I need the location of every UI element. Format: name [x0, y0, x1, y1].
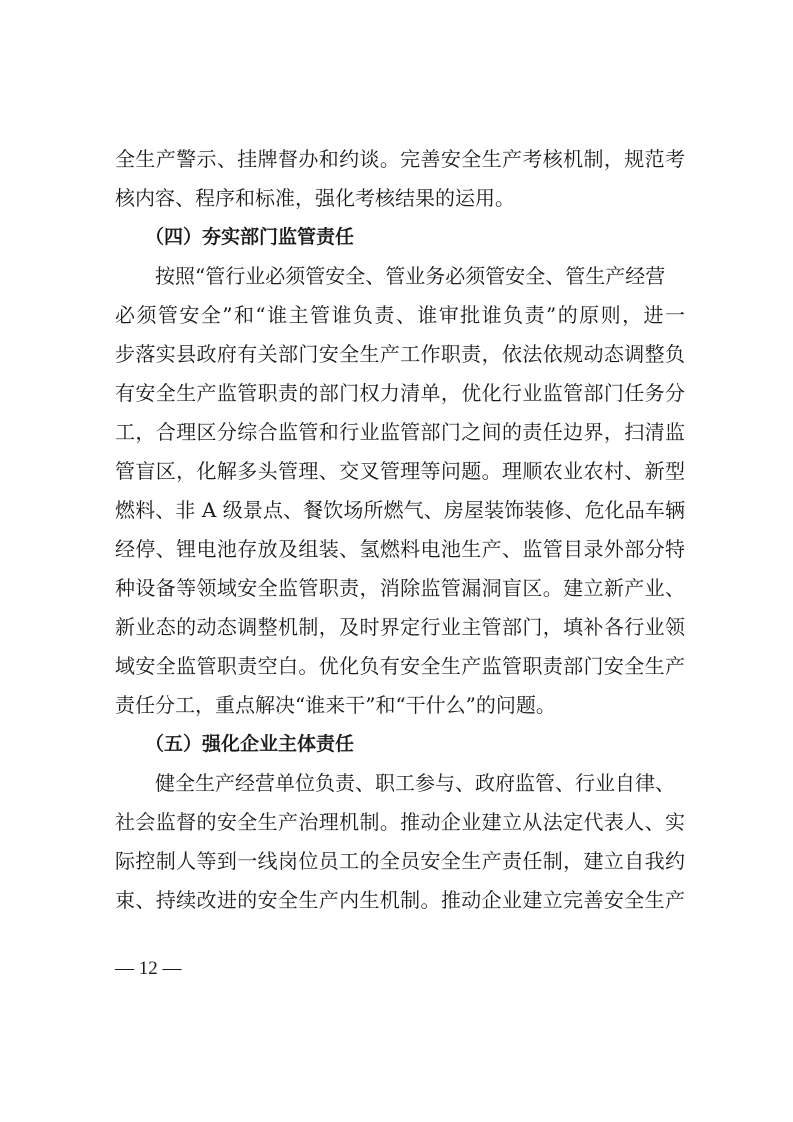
- paragraph-line: 管盲区，化解多头管理、交叉管理等问题。理顺农业农村、新型: [115, 459, 685, 483]
- paragraph-line: 按照“管行业必须管安全、管业务必须管安全、管生产经营: [155, 264, 666, 288]
- paragraph-line: 有安全生产监管职责的部门权力清单，优化行业监管部门任务分: [115, 381, 685, 405]
- paragraph-line: 责任分工，重点解决“谁来干”和“干什么”的问题。: [115, 693, 556, 717]
- paragraph-line: 健全生产经营单位负责、职工参与、政府监管、行业自律、: [155, 771, 675, 795]
- paragraph-line: 新业态的动态调整机制，及时界定行业主管部门，填补各行业领: [115, 615, 685, 639]
- paragraph-line: 必须管安全”和“谁主管谁负责、谁审批谁负责”的原则，进一: [115, 303, 685, 327]
- paragraph-line: 工，合理区分综合监管和行业监管部门之间的责任边界，扫清监: [115, 420, 685, 444]
- page-number: — 12 —: [115, 958, 182, 979]
- body-text: [115, 140, 685, 920]
- paragraph-line: 步落实县政府有关部门安全生产工作职责，依法依规动态调整负: [115, 342, 685, 366]
- section-heading: （五）强化企业主体责任: [145, 733, 355, 755]
- paragraph-line: 际控制人等到一线岗位员工的全员安全生产责任制，建立自我约: [115, 849, 685, 873]
- paragraph-line: 全生产警示、挂牌督办和约谈。完善安全生产考核机制，规范考: [115, 147, 685, 171]
- paragraph-line: 束、持续改进的安全生产内生机制。推动企业建立完善安全生产: [115, 888, 685, 912]
- paragraph-line: 核内容、程序和标准，强化考核结果的运用。: [115, 186, 515, 210]
- paragraph-line: 域安全监管职责空白。优化负有安全生产监管职责部门安全生产: [115, 654, 685, 678]
- paragraph-line: 种设备等领域安全监管职责，消除监管漏洞盲区。建立新产业、: [115, 576, 685, 600]
- section-heading: （四）夯实部门监管责任: [145, 226, 355, 248]
- paragraph-line: 燃料、非 A 级景点、餐饮场所燃气、房屋装饰装修、危化品车辆: [115, 498, 685, 522]
- paragraph-line: 经停、锂电池存放及组装、氢燃料电池生产、监管目录外部分特: [115, 537, 685, 561]
- paragraph-line: 社会监督的安全生产治理机制。推动企业建立从法定代表人、实: [115, 810, 685, 834]
